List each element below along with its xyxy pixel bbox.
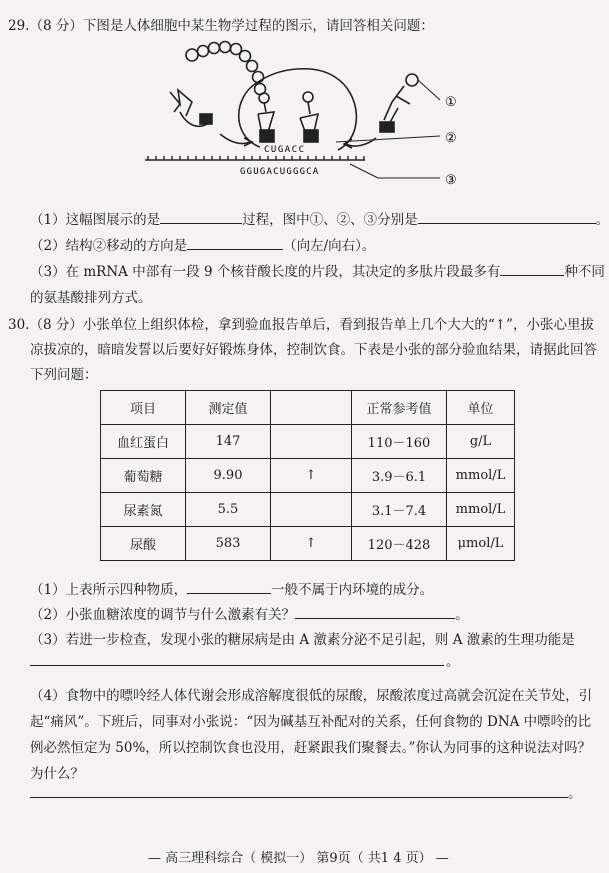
peptide-chain	[186, 42, 269, 104]
header-unit: 单位	[447, 391, 515, 425]
q30-sub4-line4: 为什么？	[30, 766, 84, 782]
ribosome	[239, 69, 357, 150]
q30-sub3-end: 。	[446, 654, 460, 670]
q30-sub1-blank[interactable]	[187, 579, 271, 594]
mrna-sequence: GGUGACUGGGCA	[240, 167, 320, 177]
cell-reference: 120－428	[352, 527, 447, 561]
q29-sub1-blank-1[interactable]	[160, 209, 242, 224]
q30-sub4-line1: （4）食物中的嘌呤经人体代谢会形成溶解度很低的尿酸，尿酸浓度过高就会沉淀在关节处，引	[30, 688, 593, 704]
cell-flag	[271, 493, 352, 527]
table-row	[101, 425, 515, 459]
cell-value: 147	[186, 425, 271, 459]
header-flag	[271, 391, 352, 425]
page-footer: — 高三理科综合（ 模拟一） 第9页（ 共1 4 页） —	[148, 851, 449, 866]
q30-sub1: （1）上表所示四种物质， 一般不属于内环境的成分。	[30, 578, 433, 598]
cell-flag: ↑	[271, 459, 352, 493]
table-row	[101, 527, 515, 561]
cell-item: 血红蛋白	[101, 425, 186, 459]
cell-unit: g/L	[447, 425, 515, 459]
header-reference: 正常参考值	[352, 391, 447, 425]
cell-unit: mmol/L	[447, 493, 515, 527]
label-3: ③	[445, 173, 457, 188]
cell-value: 9.90	[186, 459, 271, 493]
cell-value: 583	[186, 527, 271, 561]
table-row	[101, 459, 515, 493]
q30-sub3-answer-line[interactable]	[30, 665, 444, 666]
cell-reference: 110－160	[352, 425, 447, 459]
trna-entering	[344, 74, 418, 148]
blood-test-table	[100, 390, 515, 561]
cell-flag: ↑	[271, 527, 352, 561]
q30-sub4-answer-line[interactable]	[30, 797, 568, 798]
cell-item: 尿酸	[101, 527, 186, 561]
header-item: 项目	[101, 391, 186, 425]
table-row	[101, 493, 515, 527]
q30-sub2: （2）小张血糖浓度的调节与什么激素有关？ 。	[30, 603, 469, 623]
q29-sub3-line2: 的氨基酸排列方式。	[30, 290, 152, 306]
q30-sub2-blank[interactable]	[295, 604, 455, 619]
table-header-row	[101, 391, 515, 425]
cell-reference: 3.9－6.1	[352, 459, 447, 493]
header-value: 测定值	[186, 391, 271, 425]
q29-sub2-blank[interactable]	[187, 235, 283, 250]
q29-title: 29.（8 分）下图是人体细胞中某生物学过程的图示，请回答相关问题：	[8, 18, 434, 34]
anticodon-sequence: CUGACC	[264, 145, 306, 155]
mrna-strand	[145, 156, 365, 160]
q30-sub3: （3）若进一步检查，发现小张的糖尿病是由 A 激素分泌不足引起，则 A 激素的生理功能是	[30, 632, 575, 648]
q29-sub1: （1）这幅图展示的是 过程，图中①、②、③分别是 。	[30, 208, 609, 228]
q30-intro-line1: 30.（8 分）小张单位上组织体检，拿到验血报告单后，看到报告单上几个大大的“↑”，小张心里拔	[8, 317, 594, 333]
label-2: ②	[445, 131, 457, 146]
cell-value: 5.5	[186, 493, 271, 527]
q30-sub4-end: 。	[568, 786, 582, 802]
cell-item: 葡萄糖	[101, 459, 186, 493]
q29-sub2: （2）结构②移动的方向是 （向左/向右）。	[30, 234, 375, 254]
cell-unit: μmol/L	[447, 527, 515, 561]
label-1: ①	[445, 95, 457, 110]
q29-sub3: （3）在 mRNA 中部有一段 9 个核苷酸长度的片段，其决定的多肽片段最多有 种不同	[30, 260, 605, 280]
trna-right	[300, 92, 318, 142]
q30-sub4-line2: 起“痛风”。下班后，同事对小张说：“因为碱基互补配对的关系，任何食物的 DNA 中嘌呤的比	[30, 714, 592, 730]
q30-intro-line2: 凉拔凉的，暗暗发誓以后要好好锻炼身体，控制饮食。下表是小张的部分验血结果，请据此回答	[30, 342, 597, 358]
cell-flag	[271, 425, 352, 459]
cell-reference: 3.1－7.4	[352, 493, 447, 527]
q29-sub3-blank[interactable]	[500, 261, 564, 276]
q30-intro-line3: 下列问题：	[30, 367, 98, 383]
trna-leaving	[170, 90, 252, 146]
trna-left	[258, 102, 274, 142]
q30-sub4-line3: 例必然恒定为 50%，所以控制饮食也没用，赶紧跟我们聚餐去。”你认为同事的这种说法对吗？	[30, 740, 591, 756]
translation-diagram	[140, 42, 470, 202]
cell-unit: mmol/L	[447, 459, 515, 493]
q29-sub1-blank-2[interactable]	[418, 209, 596, 224]
cell-item: 尿素氮	[101, 493, 186, 527]
